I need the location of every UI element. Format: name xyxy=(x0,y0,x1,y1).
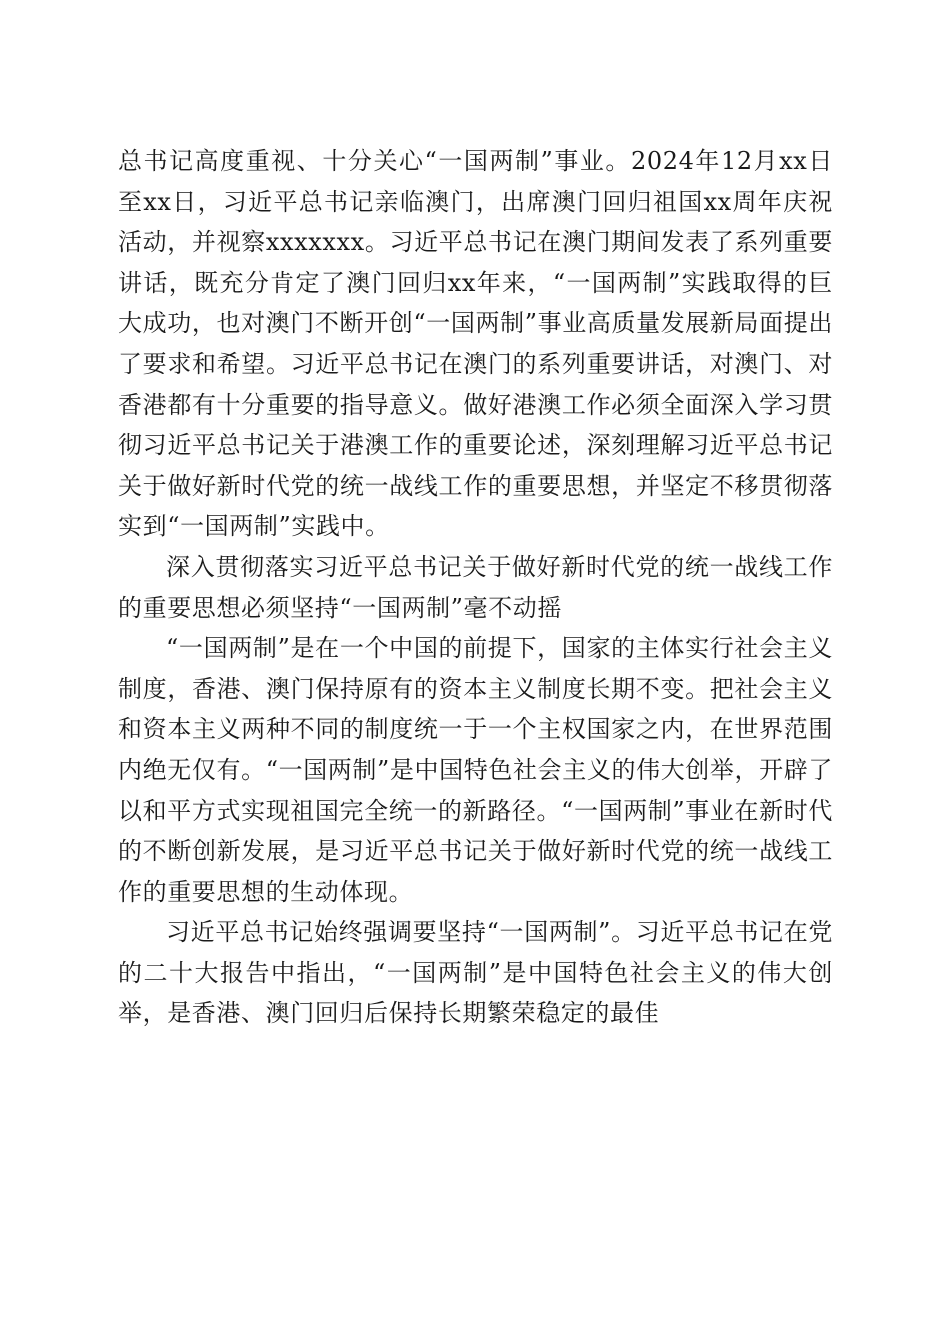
section-heading: 深入贯彻落实习近平总书记关于做好新时代党的统一战线工作的重要思想必须坚持“一国两制”毫不动摇 xyxy=(118,552,833,622)
body-text xyxy=(118,141,833,1034)
paragraph-3: 习近平总书记始终强调要坚持“一国两制”。习近平总书记在党的二十大报告中指出，“一国两制”是中国特色社会主义的伟大创举，是香港、澳门回归后保持长期繁荣稳定的最佳 xyxy=(118,918,833,1028)
paragraph-1: 总书记高度重视、十分关心“一国两制”事业。2024年12月xx日至xx日，习近平总书记亲临澳门，出席澳门回归祖国xx周年庆祝活动，并视察xxxxxxx。习近平总书记在澳门期间发表了系列重要讲话，既充分肯定了澳门回归xx年来，“一国两制”实践取得的巨大成功，也对澳门不断开创“一国两制”事业高质量发展新局面提出了要求和希望。习近平总书记在澳门的系列重要讲话，对澳门、对香港都有十分重要的指导意义。做好港澳工作必须全面深入学习贯彻习近平总书记关于港澳工作的重要论述，深刻理解习近平总书记关于做好新时代党的统一战线工作的重要思想，并坚定不移贯彻落实到“一国两制”实践中。 xyxy=(118,147,833,541)
paragraph-2: “一国两制”是在一个中国的前提下，国家的主体实行社会主义制度，香港、澳门保持原有的资本主义制度长期不变。把社会主义和资本主义两种不同的制度统一于一个主权国家之内，在世界范围内绝无仅有。“一国两制”是中国特色社会主义的伟大创举，开辟了以和平方式实现祖国完全统一的新路径。“一国两制”事业在新时代的不断创新发展，是习近平总书记关于做好新时代党的统一战线工作的重要思想的生动体现。 xyxy=(118,634,833,906)
